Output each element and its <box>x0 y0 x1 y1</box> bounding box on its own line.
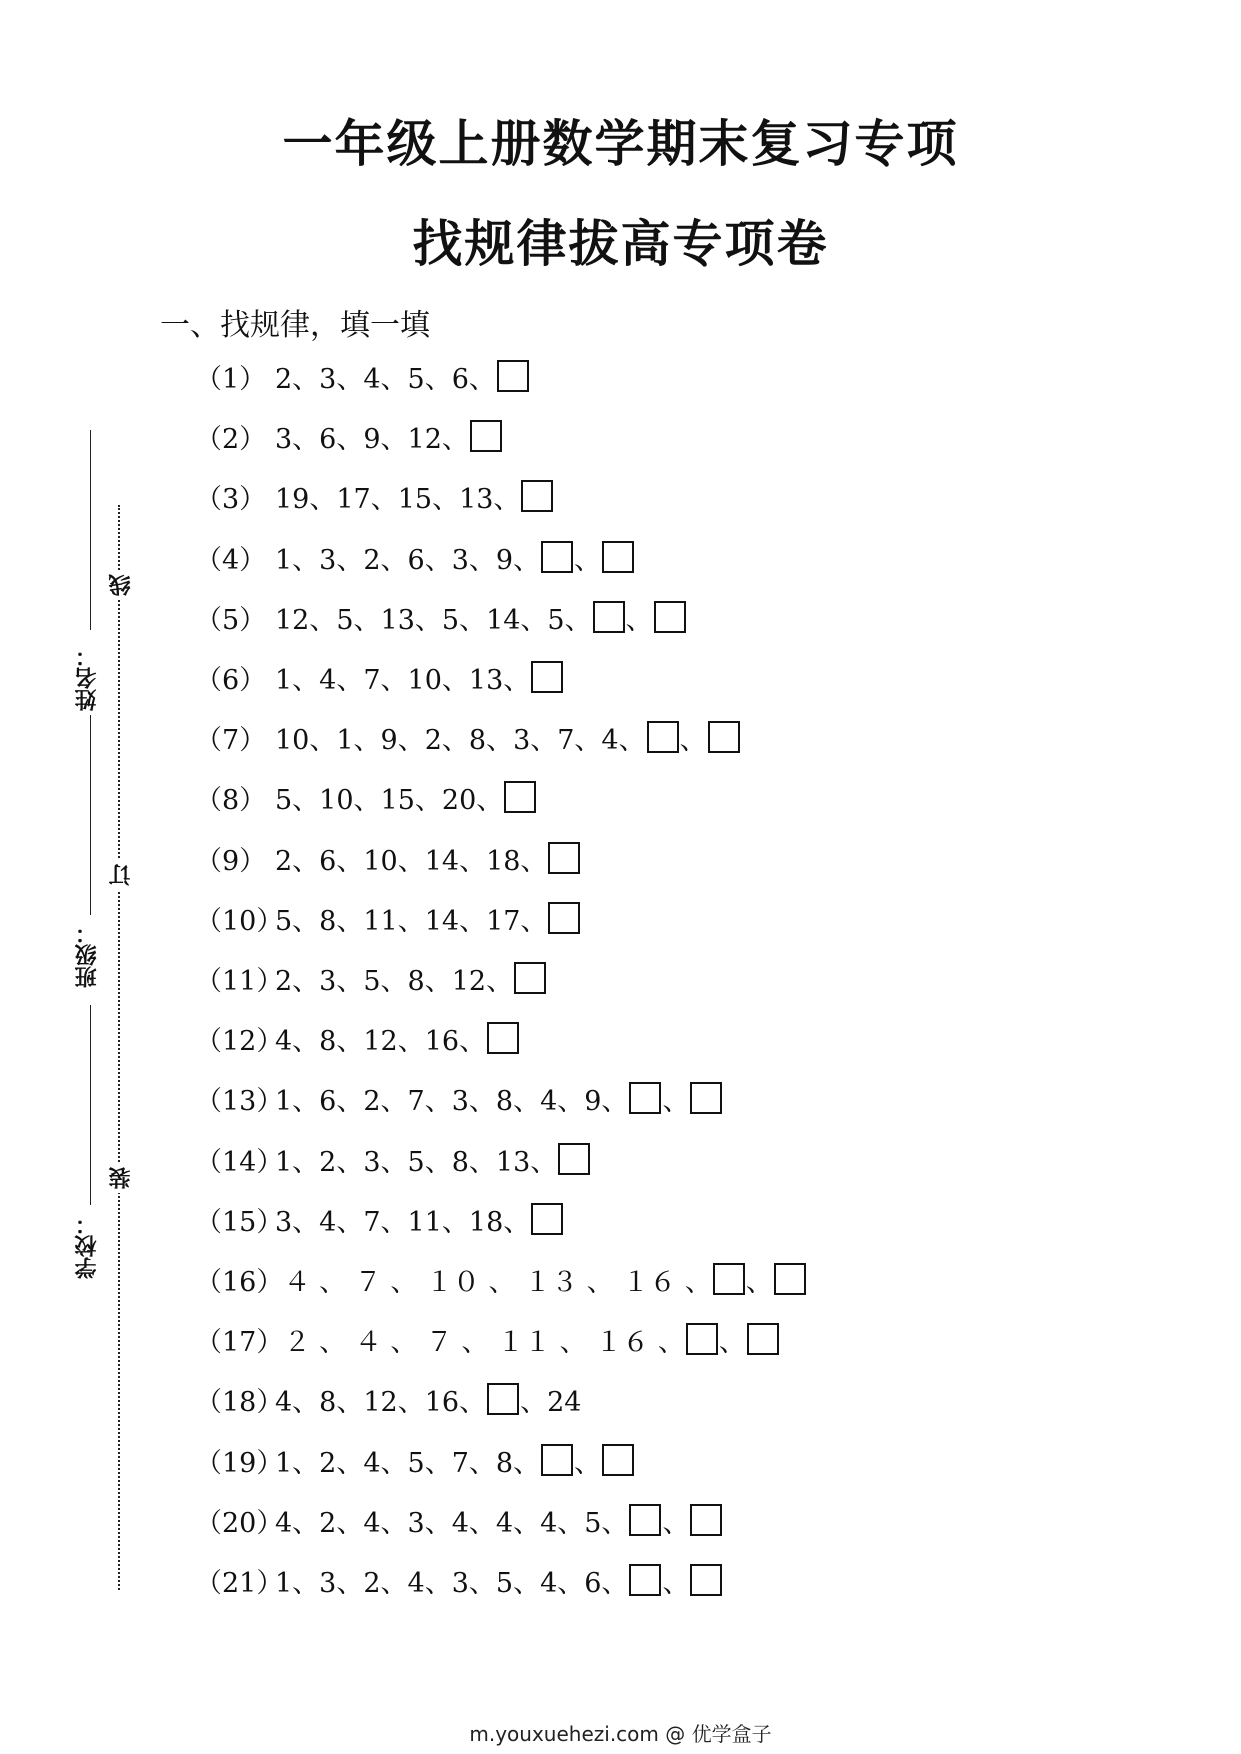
question-sequence: 4、8、12、16、 <box>275 1026 487 1057</box>
question-sequence: 2、6、10、14、18、 <box>275 846 548 877</box>
answer-box[interactable] <box>713 1263 745 1295</box>
question-sequence: 12、5、13、5、14、5、 <box>275 605 592 636</box>
answer-box[interactable] <box>504 781 536 813</box>
question-sequence: 5、10、15、20、 <box>275 785 504 816</box>
answer-box[interactable] <box>514 962 546 994</box>
question-row <box>195 1263 807 1303</box>
question-number: （8） <box>195 785 267 816</box>
box-separator: 、 <box>625 605 653 636</box>
footer-watermark: m.youxuehezi.com @ 优学盒子 <box>469 1722 772 1746</box>
question-row <box>195 1203 564 1243</box>
question-number: （21） <box>195 1568 284 1599</box>
question-sequence: 5、8、11、14、17、 <box>275 906 548 937</box>
question-number: （14） <box>195 1147 284 1178</box>
box-separator: 、 <box>745 1267 773 1298</box>
question-row <box>195 721 741 761</box>
school-label: 学校： <box>75 1213 100 1279</box>
question-number: （15） <box>195 1207 284 1238</box>
question-number: （13） <box>195 1086 284 1117</box>
question-row <box>195 1444 635 1484</box>
question-row <box>195 360 530 400</box>
question-row <box>195 1143 591 1183</box>
box-separator: 、 <box>662 1568 690 1599</box>
answer-box[interactable] <box>548 902 580 934</box>
question-sequence: 3、4、7、11、18、 <box>275 1207 531 1238</box>
question-suffix: 、24 <box>520 1387 582 1418</box>
box-separator: 、 <box>574 545 602 576</box>
question-row <box>195 1022 520 1062</box>
class-label: 班级： <box>75 922 100 988</box>
question-number: （4） <box>195 545 267 576</box>
question-sequence: 1、4、7、10、13、 <box>275 665 531 696</box>
box-separator: 、 <box>718 1327 746 1358</box>
box-separator: 、 <box>662 1508 690 1539</box>
answer-box[interactable] <box>593 601 625 633</box>
binding-mark-line: 线 <box>106 570 137 600</box>
question-row <box>195 1504 723 1544</box>
name-underline <box>90 430 91 630</box>
question-sequence: ２ 、 ４ 、 ７ 、 １１ 、 １６ 、 <box>275 1327 685 1358</box>
question-sequence: 1、2、3、5、8、13、 <box>275 1147 558 1178</box>
answer-box[interactable] <box>629 1564 661 1596</box>
answer-box[interactable] <box>521 480 553 512</box>
answer-box[interactable] <box>487 1383 519 1415</box>
question-sequence: 2、3、5、8、12、 <box>275 966 514 997</box>
question-number: （5） <box>195 605 267 636</box>
question-row <box>195 1323 780 1363</box>
question-row <box>195 1383 581 1423</box>
name-label: 姓名： <box>75 645 100 711</box>
answer-box[interactable] <box>774 1263 806 1295</box>
question-sequence: 4、2、4、3、4、4、4、5、 <box>275 1508 629 1539</box>
answer-box[interactable] <box>690 1564 722 1596</box>
question-number: （19） <box>195 1448 284 1479</box>
question-row <box>195 661 564 701</box>
question-number: （9） <box>195 846 267 877</box>
binding-mark-zhuang: 装 <box>106 1163 137 1193</box>
answer-box[interactable] <box>602 1444 634 1476</box>
answer-box[interactable] <box>690 1504 722 1536</box>
binding-mark-ding: 订 <box>106 860 137 890</box>
section-title: 一、找规律，填一填 <box>160 308 430 343</box>
question-number: （20） <box>195 1508 284 1539</box>
question-row <box>195 1082 723 1122</box>
question-number: （1） <box>195 364 267 395</box>
answer-box[interactable] <box>629 1504 661 1536</box>
question-row <box>195 601 687 641</box>
answer-box[interactable] <box>690 1082 722 1114</box>
question-sequence: 2、3、4、5、6、 <box>275 364 496 395</box>
question-row <box>195 541 635 581</box>
question-sequence: 3、6、9、12、 <box>275 424 469 455</box>
question-row <box>195 781 537 821</box>
answer-box[interactable] <box>531 1203 563 1235</box>
box-separator: 、 <box>679 725 707 756</box>
question-sequence: ４ 、 ７ 、 １０ 、 １３ 、 １６ 、 <box>275 1267 712 1298</box>
question-row <box>195 902 581 942</box>
answer-box[interactable] <box>531 661 563 693</box>
answer-box[interactable] <box>747 1323 779 1355</box>
answer-box[interactable] <box>487 1022 519 1054</box>
question-number: （16） <box>195 1267 284 1298</box>
answer-box[interactable] <box>558 1143 590 1175</box>
question-row <box>195 1564 723 1604</box>
question-number: （10） <box>195 906 284 937</box>
question-row <box>195 842 581 882</box>
question-number: （11） <box>195 966 284 997</box>
question-number: （17） <box>195 1327 284 1358</box>
answer-box[interactable] <box>686 1323 718 1355</box>
question-sequence: 1、2、4、5、7、8、 <box>275 1448 541 1479</box>
answer-box[interactable] <box>497 360 529 392</box>
question-sequence: 1、3、2、6、3、9、 <box>275 545 541 576</box>
answer-box[interactable] <box>647 721 679 753</box>
answer-box[interactable] <box>548 842 580 874</box>
question-row <box>195 420 503 460</box>
question-row <box>195 480 554 520</box>
question-sequence: 1、6、2、7、3、8、4、9、 <box>275 1086 629 1117</box>
question-number: （18） <box>195 1387 284 1418</box>
answer-box[interactable] <box>602 541 634 573</box>
answer-box[interactable] <box>708 721 740 753</box>
page-title: 一年级上册数学期末复习专项 <box>282 115 959 173</box>
question-row <box>195 962 547 1002</box>
answer-box[interactable] <box>541 541 573 573</box>
box-separator: 、 <box>574 1448 602 1479</box>
question-number: （6） <box>195 665 267 696</box>
question-number: （7） <box>195 725 267 756</box>
question-number: （2） <box>195 424 267 455</box>
binding-dotted-line <box>118 505 120 1590</box>
class-underline <box>90 715 91 915</box>
answer-box[interactable] <box>541 1444 573 1476</box>
answer-box[interactable] <box>654 601 686 633</box>
page-subtitle: 找规律拔高专项卷 <box>412 215 829 273</box>
question-number: （12） <box>195 1026 284 1057</box>
answer-box[interactable] <box>629 1082 661 1114</box>
question-sequence: 10、1、9、2、8、3、7、4、 <box>275 725 646 756</box>
answer-box[interactable] <box>470 420 502 452</box>
school-underline <box>90 1005 91 1205</box>
question-sequence: 1、3、2、4、3、5、4、6、 <box>275 1568 629 1599</box>
box-separator: 、 <box>662 1086 690 1117</box>
question-sequence: 4、8、12、16、 <box>275 1387 487 1418</box>
question-sequence: 19、17、15、13、 <box>275 484 521 515</box>
question-number: （3） <box>195 484 267 515</box>
